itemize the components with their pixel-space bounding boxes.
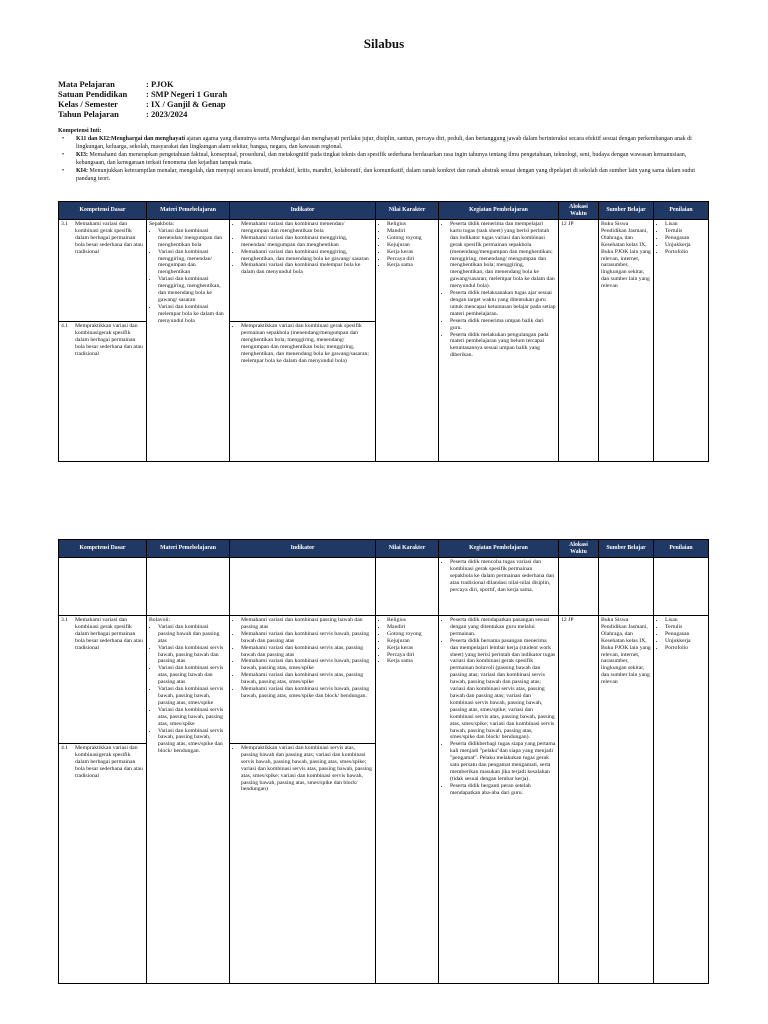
list-item: • Variasi dan kombinasi melempar bola ke dalam dan menyundul bola	[158, 304, 227, 325]
list-item: • Memahami variasi dan kombinasi servis atas, passing bawah, passing atas, smes/spike	[241, 672, 373, 686]
header-kegiatan: Kegiatan Pembelajaran	[439, 540, 559, 558]
list-item: • Tertulis	[665, 228, 706, 235]
info-row	[58, 79, 227, 89]
list-item: • Peserta didikberbagi tugas siapa yang pertama kali menjadi "pelaku"dan siapa yang menjadi "pengamat". Pelaku melakukan tugas gerak satu persatu dan pengamat mengamati, serta memberikan masukan jika terjadi kesalahan (tidak sesuai dengan lembar kerja).	[450, 741, 556, 782]
syllabus-table-bolavoli	[58, 539, 709, 984]
kd-cell	[59, 322, 147, 462]
list-item: • Peserta didik berganti peran setelah mendapatkan aba-aba dari guru.	[450, 783, 556, 797]
list-item: • Mempraktikkan variasi dan kombinasi gerak spesifik permainan sepakbola (menendang/mengumpan dan menghentikan bola; menggiring, menendang/ mengumpan dan menghentikan bola; menggiring, menghentikan, dan menendang bola ke gawang/sasaran; melempar bola ke dalam dan menyundul bola)	[241, 323, 373, 364]
list-item: • Variasi dan kombinasi passing bawah dan passing atas	[158, 624, 227, 645]
list-item: • Variasi dan kombinasi servis bawah, passing bawah, passing atas, smes/spike dan block/ bendungan.	[158, 728, 227, 756]
penilaian-cell	[654, 220, 709, 462]
kd-cell	[59, 558, 147, 616]
list-item: • Mempraktikkan variasi dan kombinasi servis atas, passing bawah dan passing atas; variasi dan kombinasi servis bawah, passing bawah, passing atas, smes/spike; variasi dan kombinasi servis atas, passing bawah, passing atas, smes/spike; variasi dan kombinasi servis bawah, passing bawah, passing atas, smes/spike dan block/ bendungan)	[241, 745, 373, 793]
list-item: • Lisan	[665, 617, 706, 624]
kd-number: 3.1	[61, 221, 69, 227]
nilai-cell	[376, 616, 439, 984]
ki-text: ajaran agama yang dianutnya serta Menghargai dan menghayati perilaku jujur, disiplin, santun, percaya diri, peduli, dan bertanggung jawab dalam berinteraksi secara efektif sesuai dengan perkembangan anak di lingkungan, keluarga, sekolah, masyarakat dan lingkungan alam sekitar, bangsa, negara, dan kawasan regional.	[76, 136, 692, 150]
indikator-cell	[230, 558, 376, 616]
header-materi: Materi Pemebelajaran	[147, 540, 230, 558]
info-key: Kelas / Semester	[58, 99, 118, 109]
list-item: • Memahami variasi dan kombinasi servis bawah, passing bawah dan passing atas	[241, 631, 373, 645]
subject-info	[58, 79, 227, 119]
materi-title: Bolavoli:	[149, 617, 171, 623]
list-item: • Penugasan	[665, 631, 706, 638]
list-item: • Unjukkerja	[665, 638, 706, 645]
kd-cell	[59, 220, 147, 322]
list-item: • Penugasan	[665, 235, 706, 242]
list-item: • Peserta didik mencoba tugas variasi dan kombinasi gerak spesifik permainan sepakbola ke dalam permainan sederhana dan atau tradisional dilandasi nilai-nilai disiplin, percaya diri, sportif, dan kerja sama.	[450, 559, 556, 594]
kegiatan-cell	[439, 220, 559, 462]
list-item: • Kerja keras	[387, 249, 436, 256]
info-value: : 2023/2024	[146, 109, 188, 119]
list-item: • Memahami variasi dan kombinasi servis bawah, passing bawah, passing atas, smes/spike	[241, 658, 373, 672]
kd-text: Mempraktikkan variasi dan kombinasigerak spesifik dalam berbagai permainan bola besar sederhana dan atau tradisional	[75, 323, 143, 357]
table-header-row	[59, 540, 709, 558]
list-item: • Peserta didik bersama pasangan menerima dan mempelajari lembar kerja (student work sheet) yang berisi perintah dan indikator tugas variasi dan kombinasi gerak spesifik permainan bolavoli (passing bawah dan passing atas; variasi dan kombinasi servis bawah, passing bawah dan passing atas; variasi dan kombinasi servis atas, passing bawah dan passing atas; variasi dan kombinasi servis bawah, passing bawah, passing atas, smes/spike; variasi dan kombinasi servis atas, passing bawah, passing atas, smes/spike; variasi dan kombinasi servis bawah, passing bawah, passing atas, smes/spike dan block/ bendungan).	[450, 638, 556, 742]
info-row	[58, 99, 227, 109]
penilaian-cell	[654, 616, 709, 984]
info-value: : SMP Negeri 1 Gurah	[146, 89, 228, 99]
kd-number: 3.1	[61, 617, 69, 623]
list-item: • Kejujuran	[387, 242, 436, 249]
header-sumber: Sumber Belajar	[599, 202, 654, 220]
header-sumber: Sumber Belajar	[599, 540, 654, 558]
list-item: • Variasi dan kombinasi menggiring, menghentikan, dan menendang bola ke gawang/ sasaran	[158, 276, 227, 304]
list-item: • Variasi dan kombinasi servis atas, passing bawah dan passing atas	[158, 665, 227, 686]
list-item: • Memahami variasi dan kombinasi menggiring, menendan/ mengumpan dan menghentikan	[241, 235, 373, 249]
list-item: • Portofolio	[665, 249, 706, 256]
ki-item	[70, 135, 708, 151]
kd-number: 4.1	[61, 323, 69, 329]
ki-item	[70, 167, 708, 183]
list-item: • Peserta didik mendapatkan pasangan sesuai dengan yang ditentukan guru melalui permainan.	[450, 617, 556, 638]
table-row	[59, 558, 709, 616]
list-item: • Lisan	[665, 221, 706, 228]
list-item: • Portofolio	[665, 645, 706, 652]
materi-cell	[147, 616, 230, 984]
list-item: • Peserta didik menerima umpan balik dari guru.	[450, 318, 556, 332]
list-item: • Peserta didik melakukan pengulangan pada materi pembelajaran yang belum tercapai ketuntasannya sesuai umpan balik yang diberikan.	[450, 332, 556, 360]
indikator-cell	[230, 744, 376, 984]
list-item: • Memahami variasi dan kombinasi passing bawah dan passing atas	[241, 617, 373, 631]
list-item: • Gotong royong	[387, 631, 436, 638]
sumber-cell	[599, 558, 654, 616]
kd-text: Memahami variasi dan kombinasi gerak spesifik dalam berbagai permainan bola besar sederhana dan atau tradisional	[75, 617, 143, 651]
kd-text: Memahami variasi dan kombinasi gerak spesifik dalam berbagai permainan bola besar sederhana dan atau tradisional	[75, 221, 143, 255]
header-alokasi: Alokasi Waktu	[559, 540, 599, 558]
kd-number: 4.1	[61, 745, 69, 751]
sumber-cell: Buku Siswa Pendidikan Jasmani, Olahraga, dan Kesehatan kelas IX, Buku PJOK lain yang relevan, internet, narasumber, lingkungan sekitar, dan sumber lain yang relevan	[599, 220, 654, 462]
table-row	[59, 616, 709, 744]
sumber-cell: Buku Siswa Pendidikan Jasmani, Olahraga, dan Kesehatan kelas IX, Buku PJOK lain yang relevan, internet, narasumber, lingkungan sekitar, dan sumber lain yang relevan	[599, 616, 654, 984]
header-nilai-karakter: Nilai Karakter	[376, 202, 439, 220]
table-header-row	[59, 202, 709, 220]
list-item: • Kerja keras	[387, 645, 436, 652]
info-key: Satuan Pendidikan	[58, 89, 128, 99]
header-kompetensi-dasar: Kompetensi Dasar	[59, 540, 147, 558]
alokasi-cell: 12 JP	[559, 616, 599, 984]
alokasi-cell: 12 JP	[559, 220, 599, 462]
header-kompetensi-dasar: Kompetensi Dasar	[59, 202, 147, 220]
ki-label: KI4:	[76, 168, 88, 174]
kompetensi-inti	[58, 127, 708, 183]
table-row	[59, 220, 709, 322]
indikator-cell	[230, 616, 376, 744]
header-penilaian: Penilaian	[654, 202, 709, 220]
list-item: • Percaya diri	[387, 652, 436, 659]
info-row	[58, 89, 227, 99]
ki-text: Memahami dan menerapkan pengetahuan faktual, konseptual, prosedural, dan metakognitif pada tingkat teknis dan spesifik sederhana berdasarkan rasa ingin tahunya tentang ilmu pengetahuan, teknologi, seni, budaya dengan wawasan kemanusiaan, kebangsaan, dan kenegaraan terkait fenomena dan kejadian tampak mata.	[76, 152, 687, 166]
list-item: • Variasi dan kombinasi servis atas, passing bawah, passing atas, smes/spike	[158, 707, 227, 728]
kd-text: Mempraktikkan variasi dan kombinasigerak spesifik dalam berbagai permainan bola besar sederhana dan atau tradisional	[75, 745, 143, 779]
list-item: • Variasi dan kombinasi menggiring, menendan/ mengumpan dan menghentikan	[158, 249, 227, 277]
list-item: • Variasi dan kombinasi menendan/ mengumpan dan menghentikan bola	[158, 228, 227, 249]
info-value: : IX / Ganjil & Genap	[146, 99, 226, 109]
header-nilai-karakter: Nilai Karakter	[376, 540, 439, 558]
indikator-cell	[230, 322, 376, 462]
list-item: • Mandiri	[387, 228, 436, 235]
nilai-cell	[376, 558, 439, 616]
ki-text: Menunjukkan keterampilan menalar, mengolah, dan menyaji secara kreatif, produktif, kritis, mandiri, kolaboratif, dan komunikatif, dalam ranah konkret dan ranah abstrak sesuai dengan yang dipelajari di sekolah dan sumber lain yang sama dalam sudut pandang teori.	[76, 168, 696, 182]
list-item: • Memahami variasi dan kombinasi menendan/ mengumpan dan menghentikan bola	[241, 221, 373, 235]
materi-cell	[147, 220, 230, 462]
list-item: • Peserta didik menerima dan mempelajari kartu tugas (task sheet) yang berisi perintah dan indikator tugas variasi dan kombinasi gerak spesifik permainan sepakbola (menendang/mengumpan dan menghentikan; menggiring, menendang/ mengumpan dan menghentikan bola; menggiring, menghentikan, dan menendang bola ke gawang/sasaran; melempar bola ke dalam dan menyundul bola).	[450, 221, 556, 290]
list-item: • Peserta didik melaksanakan tugas ajar sesuai dengan target waktu yang ditentukan guru untuk mencapai ketuntasan belajar pada setiap materi pembelajaran.	[450, 290, 556, 318]
list-item: • Mandiri	[387, 624, 436, 631]
header-indikator: Indikator	[230, 202, 376, 220]
list-item: • Memahami variasi dan kombinasi melempar bola ke dalam dan menyundul bola	[241, 262, 373, 276]
list-item: • Religius	[387, 617, 436, 624]
ki-label: KI3:	[76, 152, 88, 158]
list-item: • Percaya diri	[387, 256, 436, 263]
nilai-cell	[376, 220, 439, 462]
list-item: • Kejujuran	[387, 638, 436, 645]
materi-title: Sepakbola:	[149, 221, 175, 227]
syllabus-table-sepakbola	[58, 201, 709, 462]
list-item: • Variasi dan kombinasi servis bawah, passing bawah, passing atas, smes/spike	[158, 686, 227, 707]
ki-label: K11 dan KI2:Menghargai dan menghayati	[76, 136, 186, 142]
list-item: • Memahami variasi dan kombinasi menggiring, menghentikan, dan menendang bola ke gawang/ sasaran	[241, 249, 373, 263]
info-row	[58, 109, 227, 119]
alokasi-cell	[559, 558, 599, 616]
list-item: • Kerja sama	[387, 658, 436, 665]
list-item: • Memahami variasi dan kombinasi servis atas, passing bawah dan passing atas	[241, 645, 373, 659]
ki-item	[70, 151, 708, 167]
info-key: Mata Pelajaran	[58, 79, 115, 89]
header-penilaian: Penilaian	[654, 540, 709, 558]
kd-cell	[59, 744, 147, 984]
ki-heading: Kompetensi Inti:	[58, 128, 102, 134]
indikator-cell	[230, 220, 376, 322]
header-alokasi: Alokasi Waktu	[559, 202, 599, 220]
info-key: Tahun Pelajaran	[58, 109, 119, 119]
list-item: • Tertulis	[665, 624, 706, 631]
header-indikator: Indikator	[230, 540, 376, 558]
header-kegiatan: Kegiatan Pembelajaran	[439, 202, 559, 220]
kegiatan-cell	[439, 558, 559, 616]
list-item: • Memahami variasi dan kombinasi servis bawah, passing bawah, passing atas, smes/spike dan block/ bendungan.	[241, 686, 373, 700]
header-materi: Materi Pemebelajaran	[147, 202, 230, 220]
kd-cell	[59, 616, 147, 744]
list-item: • Religius	[387, 221, 436, 228]
penilaian-cell	[654, 558, 709, 616]
page-title: Silabus	[363, 36, 405, 51]
kegiatan-cell	[439, 616, 559, 984]
materi-cell	[147, 558, 230, 616]
list-item: • Unjukkerja	[665, 242, 706, 249]
list-item: • Kerja sama	[387, 262, 436, 269]
list-item: • Gotong royong	[387, 235, 436, 242]
list-item: • Variasi dan kombinasi servis bawah, passing bawah dan passing atas	[158, 645, 227, 666]
info-value: : PJOK	[146, 79, 174, 89]
